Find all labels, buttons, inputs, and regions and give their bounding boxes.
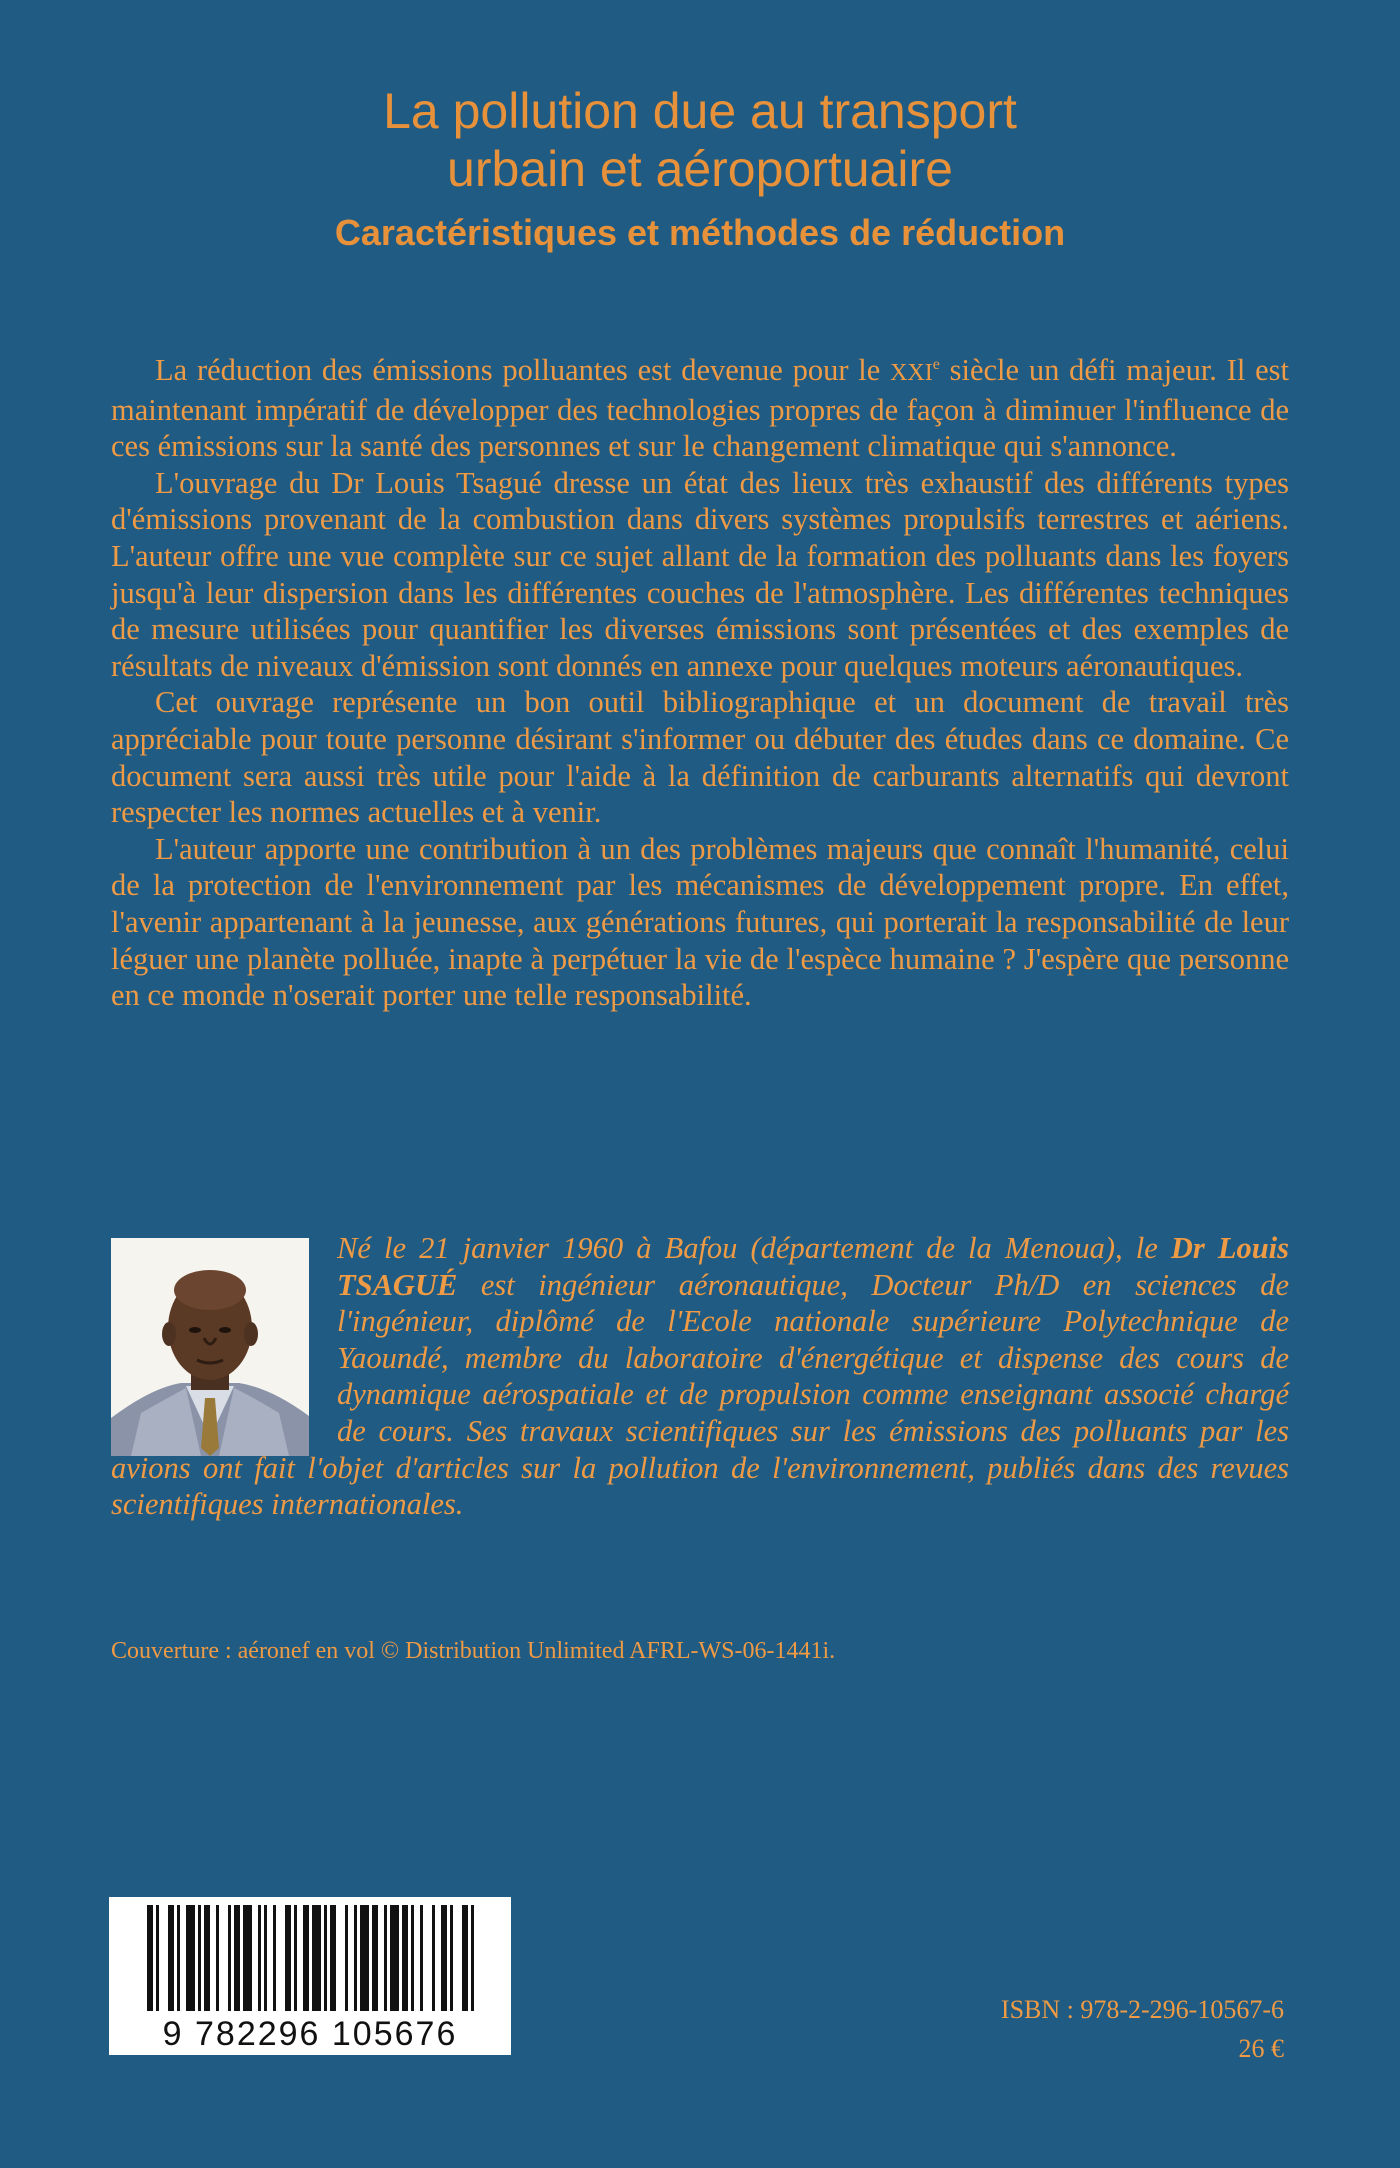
barcode-image	[111, 1899, 509, 2053]
barcode-bar	[360, 1905, 369, 2011]
barcode-bar	[234, 1905, 240, 2011]
barcode-bar	[420, 1905, 423, 2011]
barcode-bar	[450, 1905, 453, 2011]
p1-text-start: La réduction des émissions polluantes est devenue pour le	[155, 353, 891, 387]
barcode-bar	[324, 1905, 327, 2011]
barcode-bar	[243, 1905, 252, 2011]
barcode-bar	[354, 1905, 357, 2011]
bio-text-rest: est ingénieur aéronautique, Docteur Ph/D en sciences de l'ingénieur, diplômé de l'Ecole nationale supérieure Polytechnique de Yaoundé, membre du laboratoire d'énergétique et dispense des cours de dynamique aérospatiale et de propulsion comme enseignant associé chargé de cours. Ses travaux scientifiques sur les émissions des polluants par les avions ont fait l'objet d'articles sur la pollution de l'environnement, publiés dans des revues scientifiques internationales.	[111, 1267, 1289, 1522]
barcode-bar	[177, 1905, 180, 2011]
barcode	[109, 1897, 511, 2055]
barcode-bar	[402, 1905, 408, 2011]
barcode-bar	[303, 1905, 309, 2011]
barcode-bar	[441, 1905, 447, 2011]
bio-text-start: Né le 21 janvier 1960 à Bafou (département de la Menoua), le	[337, 1231, 1171, 1265]
barcode-bar	[264, 1905, 267, 2011]
barcode-bar	[285, 1905, 291, 2011]
century-superscript: e	[932, 355, 940, 373]
title-line-1: La pollution due au transport	[383, 83, 1017, 139]
photo-spacer	[111, 1230, 337, 1448]
barcode-bar	[273, 1905, 276, 2011]
barcode-bar	[147, 1905, 153, 2011]
barcode-bar	[432, 1905, 435, 2011]
cover-credit: Couverture : aéronef en vol © Distribution Unlimited AFRL-WS-06-1441i.	[111, 1638, 836, 1664]
barcode-bar	[186, 1905, 195, 2011]
author-bio	[111, 1230, 1289, 1523]
barcode-bar	[372, 1905, 378, 2011]
book-title	[0, 82, 1400, 198]
barcode-bar	[411, 1905, 414, 2011]
century-numeral: XXI	[890, 360, 933, 386]
barcode-bar	[204, 1905, 210, 2011]
barcode-bar	[390, 1905, 399, 2011]
summary-paragraph-4: L'auteur apporte une contribution à un des problèmes majeurs que connaît l'humanité, celui de la protection de l'environnement par les mécanismes de développement propre. En effet, l'avenir appartenant à la jeunesse, aux générations futures, qui porterait la responsabilité de leur léguer une planète polluée, inapte à perpétuer la vie de l'espèce humaine ? J'espère que personne en ce monde n'oserait porter une telle responsabilité.	[111, 831, 1289, 1013]
price: 26 €	[1238, 2034, 1284, 2063]
barcode-bar	[228, 1905, 231, 2011]
barcode-bar	[168, 1905, 174, 2011]
p1-text-end: siècle un défi majeur. Il est maintenant impératif de développer des technologies propres de façon à diminuer l'influence de ces émissions sur la santé des personnes et sur le changement climatique qui s'annonce.	[111, 353, 1289, 464]
barcode-bar	[312, 1905, 321, 2011]
barcode-bar	[216, 1905, 219, 2011]
barcode-bar	[294, 1905, 297, 2011]
barcode-bar	[198, 1905, 201, 2011]
barcode-bar	[258, 1905, 261, 2011]
title-line-2: urbain et aéroportuaire	[447, 141, 953, 197]
summary-paragraph-3: Cet ouvrage représente un bon outil bibliographique et un document de travail très appréciable pour toute personne désirant s'informer ou débuter des études dans ce domaine. Ce document sera aussi très utile pour l'aide à la définition de carburants alternatifs qui devront respecter les normes actuelles et à venir.	[111, 685, 1289, 830]
author-name: Dr Louis TSAGUÉ	[337, 1231, 1289, 1302]
summary-paragraph-1	[111, 352, 1289, 465]
book-subtitle: Caractéristiques et méthodes de réduction	[334, 212, 1066, 253]
summary-text	[111, 352, 1289, 1014]
barcode-bar	[345, 1905, 348, 2011]
barcode-bar	[462, 1905, 468, 2011]
barcode-bar	[156, 1905, 159, 2011]
isbn: ISBN : 978-2-296-10567-6	[1000, 1995, 1284, 2024]
barcode-bar	[471, 1905, 474, 2011]
title-block	[0, 82, 1400, 254]
barcode-digits: 9 782296 105676	[162, 2015, 458, 2053]
barcode-bar	[384, 1905, 387, 2011]
summary-paragraph-2: L'ouvrage du Dr Louis Tsagué dresse un état des lieux très exhaustif des différents types d'émissions provenant de la combustion dans divers systèmes propulsifs terrestres et aériens. L'auteur offre une vue complète sur ce sujet allant de la formation des polluants dans les foyers jusqu'à leur dispersion dans les différentes couches de l'atmosphère. Les différentes techniques de mesure utilisées pour quantifier les diverses émissions sont présentées et des exemples de résultats de niveaux d'émission sont donnés en annexe pour quelques moteurs aéronautiques.	[111, 465, 1289, 683]
barcode-bar	[330, 1905, 336, 2011]
